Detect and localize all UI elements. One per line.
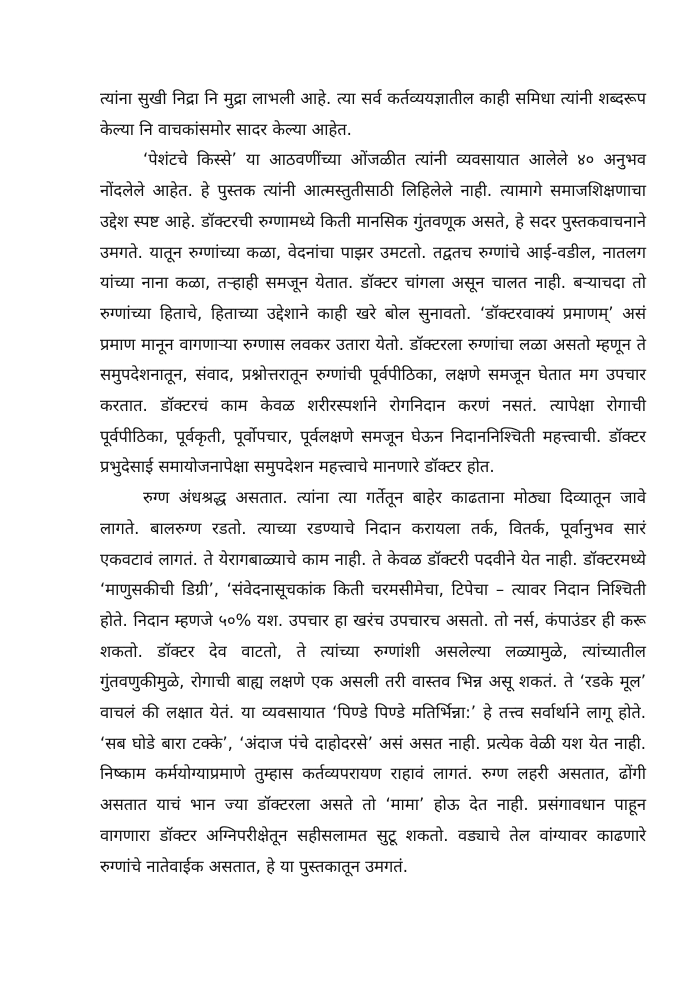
paragraph-2: ‘पेशंटचे किस्से’ या आठवणींच्या ओंजळीत त्यांनी व्यवसायात आलेले ४० अनुभव नोंदलेले आहेत. हे पुस्तक त्यांनी आत्मस्तुतीसाठी लिहिलेले नाही. त्यामागे समाजशिक्षणाचा उद्देश स्पष्ट आहे. डॉक्टरची रुग्णामध्ये किती मानसिक गुंतवणूक असते, हे सदर पुस्तकवाचनाने उमगते. यातून रुग्णांच्या कळा, वेदनांचा पाझर उमटतो. तद्वतच रुग्णांचे आई-वडील, नातलग यांच्या नाना कळा, तऱ्हाही समजून येतात. डॉक्टर चांगला असून चालत नाही. बऱ्याचदा तो रुग्णांच्या हिताचे, हिताच्या उद्देशाने काही खरे बोल सुनावतो. ‘डॉक्टरवाक्यं प्रमाणम्’ असं प्रमाण मानून वागणाऱ्या रुग्णास लवकर उतारा येतो. डॉक्टरला रुग्णांचा लळा असतो म्हणून ते समुपदेशनातून, संवाद, प्रश्नोत्तरातून रुग्णांची पूर्वपीठिका, लक्षणे समजून घेतात मग उपचार करतात. डॉक्टरचं काम केवळ शरीरस्पर्शाने रोगनिदान करणं नसतं. त्यापेक्षा रोगाची पूर्वपीठिका, पूर्वकृती, पूर्वोपचार, पूर्वलक्षणे समजून घेऊन निदाननिश्चिती महत्त्वाची. डॉक्टर प्रभुदेसाई समायोजनापेक्षा समुपदेशन महत्त्वाचे मानणारे डॉक्टर होत. xyxy=(100,150,646,477)
paragraph-3: रुग्ण अंधश्रद्ध असतात. त्यांना त्या गर्तेतून बाहेर काढताना मोठ्या दिव्यातून जावे लागते. बालरुग्ण रडतो. त्याच्या रडण्याचे निदान करायला तर्क, वितर्क, पूर्वानुभव सारं एकवटावं लागतं. ते येरागबाळ्याचे काम नाही. ते केवळ डॉक्टरी पदवीने येत नाही. डॉक्टरमध्ये ‘माणुसकीची डिग्री’, ‘संवेदनासूचकांक किती चरमसीमेचा, टिपेचा – त्यावर निदान निश्चिती होते. निदान म्हणजे ५०% यश. उपचार हा खरंच उपचारच असतो. तो नर्स, कंपाउंडर ही करू शकतो. डॉक्टर देव वाटतो, ते त्यांच्या रुग्णांशी असलेल्या लळ्यामुळे, त्यांच्यातील गुंतवणुकीमुळे, रोगाची बाह्य लक्षणे एक असली तरी वास्तव भिन्न असू शकतं. ते ‘रडके मूल’ वाचलं की लक्षात येतं. या व्यवसायात ‘पिण्डे पिण्डे मतिर्भिन्ना:’ हे तत्त्व सर्वार्थाने लागू होते. ‘सब घोडे बारा टक्के’, ‘अंदाज पंचे दाहोदरसे’ असं असत नाही. प्रत्येक वेळी यश येत नाही. निष्काम कर्मयोग्याप्रमाणे तुम्हास कर्तव्यपरायण राहावं लागतं. रुग्ण लहरी असतात, ढोंगी असतात याचं भान ज्या डॉक्टरला असते तो ‘मामा’ होऊ देत नाही. प्रसंगावधान पाहून वागणारा डॉक्टर अग्निपरीक्षेतून सहीसलामत सुटू शकतो. वड्याचे तेल वांग्यावर काढणारे रुग्णांचे नातेवाईक असतात, हे या पुस्तकातून उमगतं. xyxy=(100,488,646,876)
paragraph-1: त्यांना सुखी निद्रा नि मुद्रा लाभली आहे. त्या सर्व कर्तव्ययज्ञातील काही समिधा त्यांनी शब्दरूप केल्या नि वाचकांसमोर सादर केल्या आहेत. xyxy=(100,89,646,139)
body-text xyxy=(100,84,646,882)
